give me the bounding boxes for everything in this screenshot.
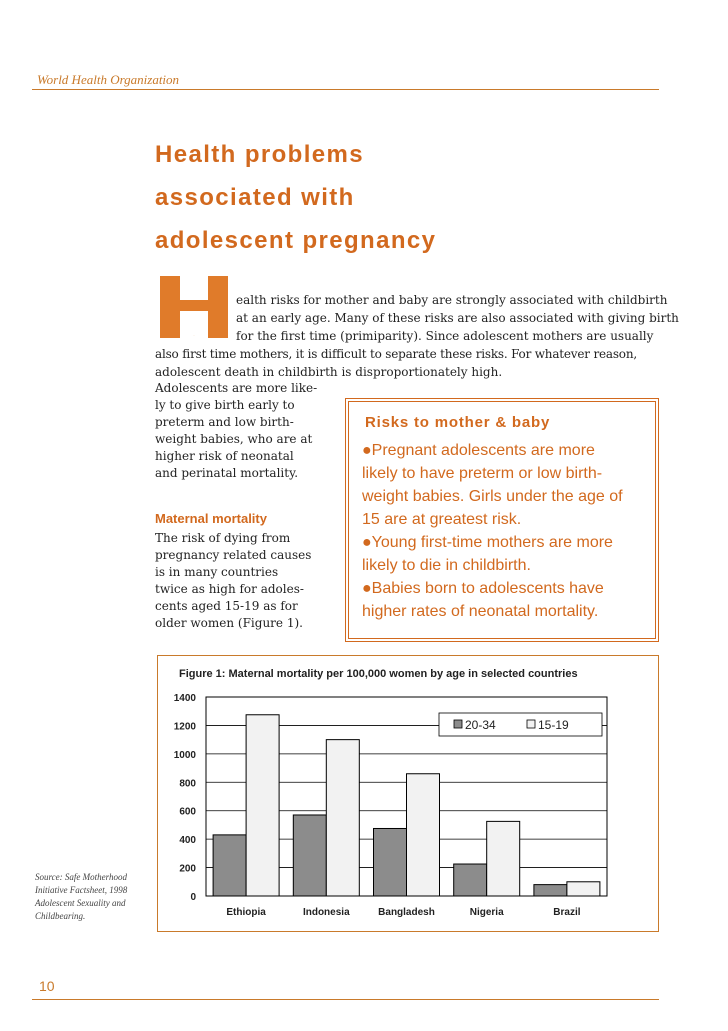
source-line: Initiative Factsheet, 1998 xyxy=(35,885,128,895)
risk-line: Babies born to adolescents have xyxy=(371,580,604,597)
bar-15-19-brazil xyxy=(567,882,600,896)
source-line: Source: Safe Motherhood xyxy=(35,872,127,882)
adolescent-risk-paragraph xyxy=(155,380,317,482)
y-tick-label: 800 xyxy=(179,778,196,790)
y-tick-label: 1200 xyxy=(173,721,196,733)
risks-box-text xyxy=(362,439,652,623)
risk-line: likely to die in childbirth. xyxy=(362,557,531,574)
intro-text-line: for the first time (primiparity). Since adolescent mothers are usually xyxy=(236,329,654,343)
bullet-icon: ● xyxy=(362,580,372,597)
risk-line: weight babies. Girls under the age of xyxy=(362,488,623,505)
legend-label: 15-19 xyxy=(538,718,569,732)
paragraph-line: ly to give birth early to xyxy=(155,398,295,412)
bar-20-34-ethiopia xyxy=(213,835,246,896)
paragraph-line: The risk of dying from xyxy=(155,531,291,545)
paragraph-line: and perinatal mortality. xyxy=(155,466,299,480)
paragraph-line: cents aged 15-19 as for xyxy=(155,599,298,613)
footer-divider xyxy=(32,999,659,1000)
risk-line: higher rates of neonatal mortality. xyxy=(362,603,599,620)
y-tick-label: 1400 xyxy=(173,693,196,704)
y-tick-label: 600 xyxy=(179,806,196,818)
legend-swatch-20-34 xyxy=(454,720,462,728)
x-tick-label: Bangladesh xyxy=(378,907,435,918)
bullet-icon: ● xyxy=(362,534,372,551)
bar-20-34-bangladesh xyxy=(374,828,407,896)
y-tick-label: 400 xyxy=(179,835,196,847)
bar-20-34-nigeria xyxy=(454,864,487,896)
x-tick-label: Indonesia xyxy=(302,907,350,918)
intro-text-line: ealth risks for mother and baby are strongly associated with childbirth xyxy=(236,293,668,307)
bar-15-19-ethiopia xyxy=(246,715,279,896)
intro-text-line: adolescent death in childbirth is disproportionately high. xyxy=(155,365,503,379)
intro-text-line: also first time mothers, it is difficult to separate these risks. For whatever reason, xyxy=(155,347,637,361)
source-line: Childbearing. xyxy=(35,911,86,921)
paragraph-line: is in many countries xyxy=(155,565,279,579)
source-line: Adolescent Sexuality and xyxy=(35,898,126,908)
bar-15-19-nigeria xyxy=(487,821,520,896)
maternal-mortality-heading: Maternal mortality xyxy=(155,511,267,526)
paragraph-line: higher risk of neonatal xyxy=(155,449,294,463)
page-title xyxy=(155,133,655,262)
paragraph-line: pregnancy related causes xyxy=(155,548,312,562)
bar-15-19-bangladesh xyxy=(407,774,440,896)
paragraph-line: twice as high for adoles- xyxy=(155,582,304,596)
risk-line: likely to have preterm or low birth- xyxy=(362,465,603,482)
paragraph-line: Adolescents are more like- xyxy=(155,381,318,395)
risk-line: 15 are at greatest risk. xyxy=(362,511,522,528)
page-number: 10 xyxy=(39,978,55,994)
x-tick-label: Brazil xyxy=(553,907,581,918)
x-tick-label: Nigeria xyxy=(469,907,504,918)
chart-title: Figure 1: Maternal mortality per 100,000 women by age in selected countries xyxy=(179,668,578,680)
y-tick-label: 200 xyxy=(179,863,196,875)
title-line: associated with xyxy=(155,184,355,211)
x-tick-label: Ethiopia xyxy=(226,907,266,918)
drop-cap xyxy=(160,276,228,338)
bar-15-19-indonesia xyxy=(326,740,359,896)
paragraph-line: weight babies, who are at xyxy=(155,432,313,446)
bar-20-34-indonesia xyxy=(293,815,326,896)
maternal-mortality-chart xyxy=(157,680,657,930)
drop-cap-letter: H xyxy=(193,336,195,337)
organization-name: World Health Organization xyxy=(37,72,180,87)
risk-line: Young first-time mothers are more xyxy=(371,534,613,551)
title-line: adolescent pregnancy xyxy=(155,227,437,254)
intro-text-line: at an early age. Many of these risks are also associated with giving birth xyxy=(236,311,679,325)
y-tick-label: 1000 xyxy=(173,749,196,761)
risks-sidebar-box xyxy=(348,401,656,639)
paragraph-line: older women (Figure 1). xyxy=(155,616,303,630)
y-tick-label: 0 xyxy=(190,892,196,903)
header-divider xyxy=(32,89,659,90)
legend-box xyxy=(439,713,602,736)
bullet-icon: ● xyxy=(362,442,372,459)
bar-20-34-brazil xyxy=(534,885,567,896)
legend-label: 20-34 xyxy=(465,718,496,732)
source-note xyxy=(35,871,127,923)
paragraph-line: preterm and low birth- xyxy=(155,415,294,429)
maternal-mortality-paragraph xyxy=(155,530,311,632)
risk-line: Pregnant adolescents are more xyxy=(371,442,595,459)
title-line: Health problems xyxy=(155,141,365,168)
risks-box-title: Risks to mother & baby xyxy=(365,414,551,431)
legend-swatch-15-19 xyxy=(527,720,535,728)
